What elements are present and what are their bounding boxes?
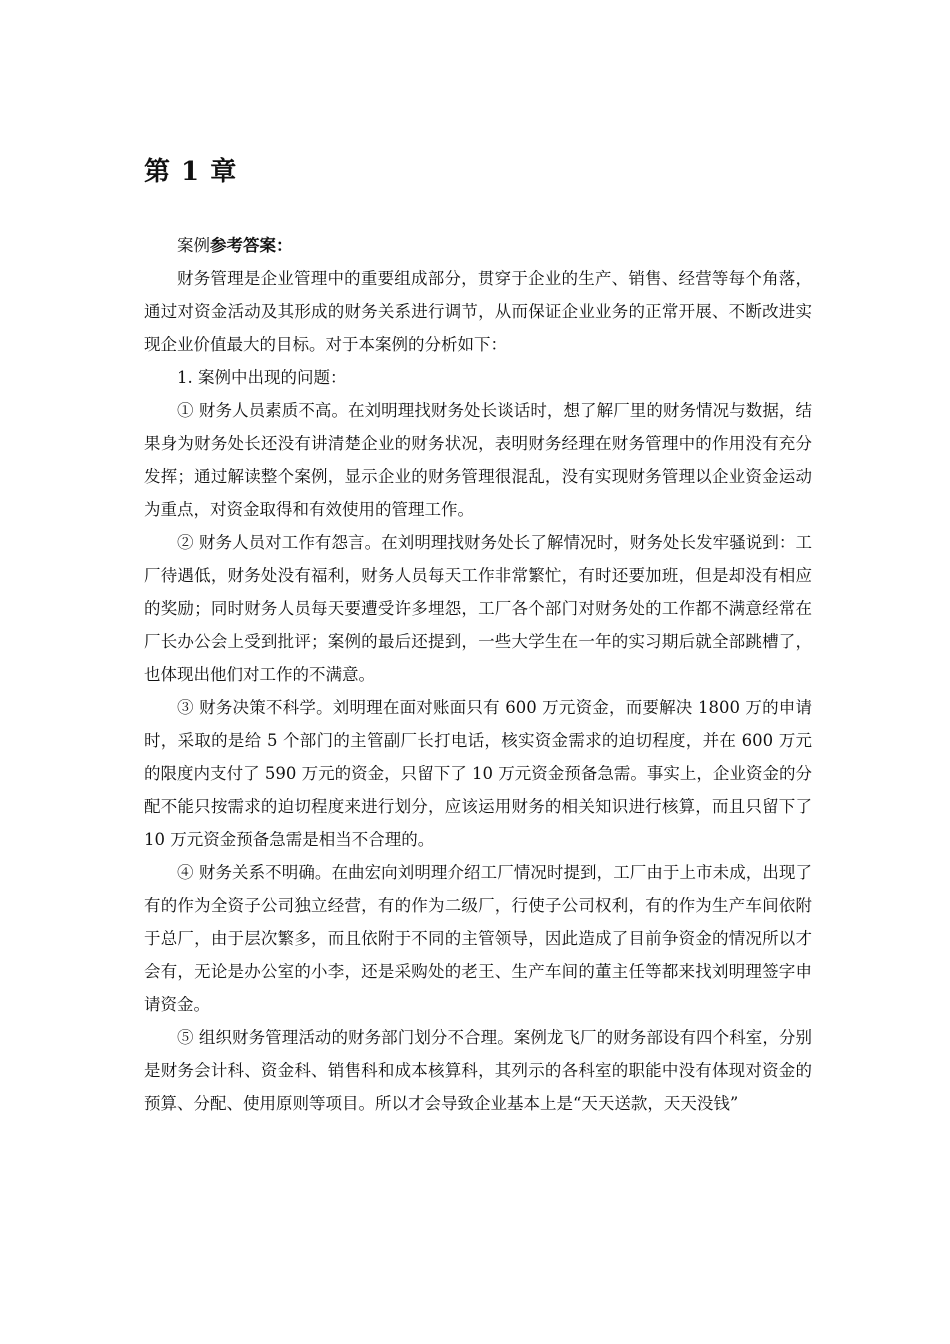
intro-paragraph: 财务管理是企业管理中的重要组成部分，贯穿于企业的生产、销售、经营等每个角落，通过对资金活动及其形成的财务关系进行调节，从而保证企业业务的正常开展、不断改进实现企业价值最大的目标。对于本案例的分析如下：	[144, 269, 812, 354]
answer-heading-prefix: 案例	[177, 236, 210, 255]
point-4-paragraph: ④ 财务关系不明确。在曲宏向刘明理介绍工厂情况时提到，工厂由于上市未成，出现了有的作为全资子公司独立经营，有的作为二级厂，行使子公司权利，有的作为生产车间依附于总厂，由于层次繁多，而且依附于不同的主管领导，因此造成了目前争资金的情况所以才会有，无论是办公室的小李，还是采购处的老王、生产车间的董主任等都来找刘明理签字申请资金。	[144, 863, 812, 1014]
document-body	[144, 229, 812, 1120]
chapter-title: 第 1 章	[144, 157, 238, 187]
point-5-paragraph: ⑤ 组织财务管理活动的财务部门划分不合理。案例龙飞厂的财务部设有四个科室，分别是财务会计科、资金科、销售科和成本核算科，其列示的各科室的职能中没有体现对资金的预算、分配、使用原则等项目。所以才会导致企业基本上是“天天送款，天天没钱”	[144, 1028, 812, 1113]
point-2-paragraph: ② 财务人员对工作有怨言。在刘明理找财务处长了解情况时，财务处长发牢骚说到：工厂待遇低，财务处没有福利，财务人员每天工作非常繁忙，有时还要加班，但是却没有相应的奖励；同时财务人员每天要遭受许多埋怨，工厂各个部门对财务处的工作都不满意经常在厂长办公会上受到批评；案例的最后还提到，一些大学生在一年的实习期后就全部跳槽了，也体现出他们对工作的不满意。	[144, 533, 812, 684]
answer-heading-bold: 参考答案：	[210, 236, 293, 255]
section-heading: 1. 案例中出现的问题：	[177, 368, 347, 387]
answer-heading	[144, 229, 812, 262]
point-3-paragraph: ③ 财务决策不科学。刘明理在面对账面只有 600 万元资金，而要解决 1800 万的申请时，采取的是给 5 个部门的主管副厂长打电话，核实资金需求的迫切程度，并在 600 万元的限度内支付了 590 万元的资金，只留下了 10 万元资金预备急需。事实上，企业资金的分配不能只按需求的迫切程度来进行划分，应该运用财务的相关知识进行核算，而且只留下了 10 万元资金预备急需是相当不合理的。	[144, 698, 812, 849]
point-1-paragraph: ① 财务人员素质不高。在刘明理找财务处长谈话时，想了解厂里的财务情况与数据，结果身为财务处长还没有讲清楚企业的财务状况，表明财务经理在财务管理中的作用没有充分发挥；通过解读整个案例，显示企业的财务管理很混乱，没有实现财务管理以企业资金运动为重点，对资金取得和有效使用的管理工作。	[144, 401, 812, 519]
